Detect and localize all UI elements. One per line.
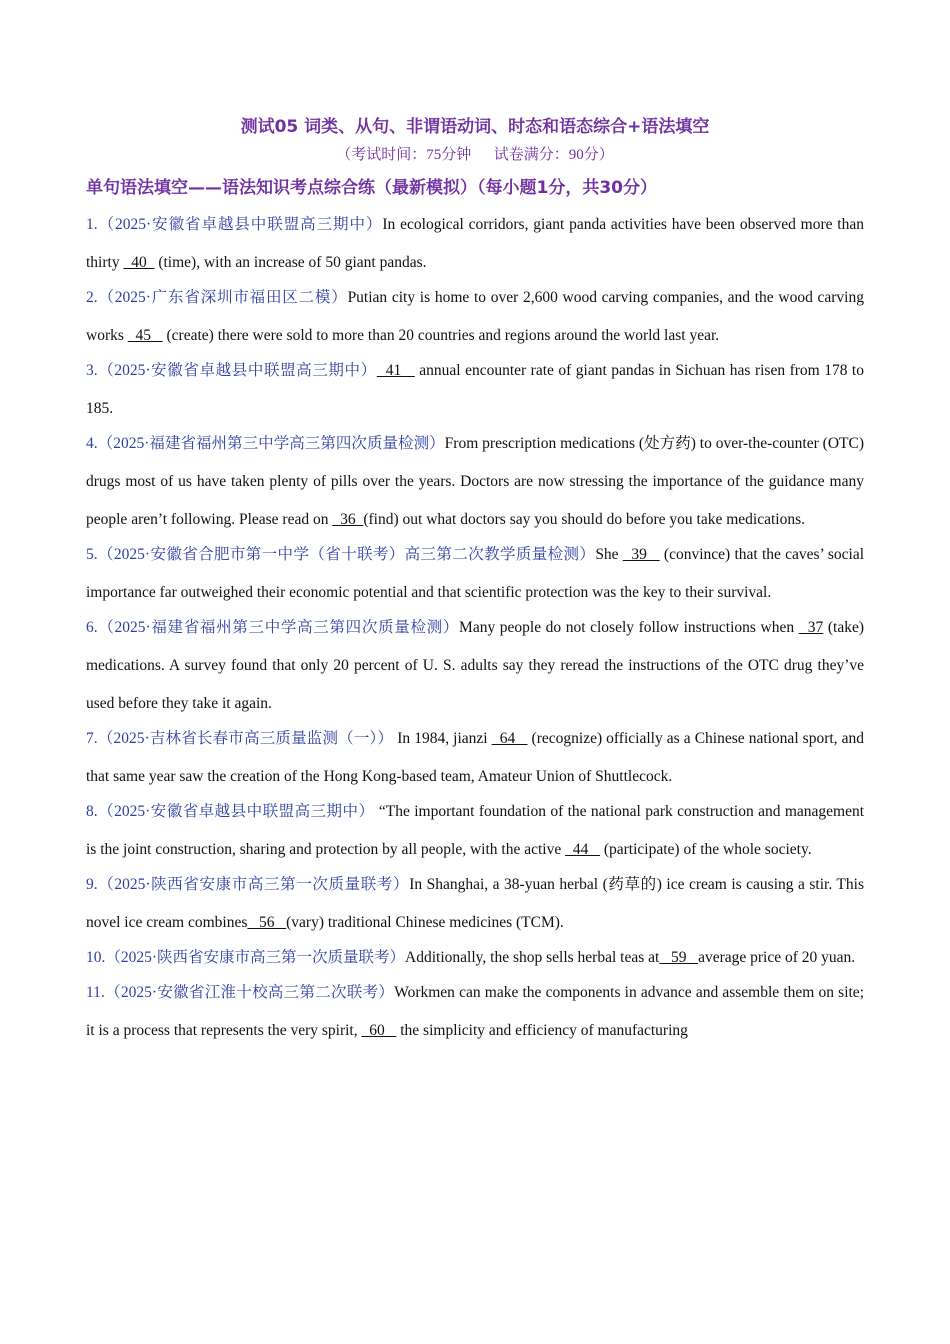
question-item: [86, 974, 864, 1050]
answer-blank: 56: [247, 914, 287, 931]
question-source: 10.（2025·陕西省安康市高三第一次质量联考）: [86, 949, 406, 966]
answer-blank: 36: [332, 511, 364, 528]
question-item: [86, 720, 864, 796]
question-source: 6.（2025·福建省福州第三中学高三第四次质量检测）: [86, 619, 460, 636]
question-text: “The important foundation of the national park construction and management is the joint construction, sharing and protection by all people, with the active: [86, 803, 865, 858]
question-item: [86, 425, 864, 539]
answer-blank: 59: [659, 949, 699, 966]
question-item: [86, 939, 864, 977]
question-source: 7.（2025·吉林省长春市高三质量监测（一））: [86, 730, 394, 747]
question-source: 2.（2025·广东省深圳市福田区二模）: [86, 289, 348, 306]
question-source: 9.（2025·陕西省安康市高三第一次质量联考）: [86, 876, 410, 893]
question-text: (convince) that the caves’ social importance far outweighed their economic potential and that scientific protection was the key to their survival.: [86, 546, 865, 601]
answer-blank: 40: [123, 254, 155, 271]
question-source: 1.（2025·安徽省卓越县中联盟高三期中）: [86, 216, 383, 233]
question-text: (time), with an increase of 50 giant pandas.: [154, 254, 427, 271]
question-item: [86, 866, 864, 942]
question-text: She: [595, 546, 623, 563]
question-text: (recognize) officially as a Chinese national sport, and that same year saw the creation of the Hong Kong-based team, Amateur Union of Shuttlecock.: [86, 730, 865, 785]
answer-blank: 45: [127, 327, 163, 344]
question-text: (find) out what doctors say you should do before you take medications.: [363, 511, 805, 528]
question-item: [86, 206, 864, 282]
question-item: [86, 279, 864, 355]
question-text: Workmen can make the components in advance and assemble them on site; it is a process that represents the very spirit,: [86, 984, 864, 1039]
question-source: 5.（2025·安徽省合肥市第一中学（省十联考）高三第二次教学质量检测）: [86, 546, 596, 563]
question-source: 11.（2025·安徽省江淮十校高三第二次联考）: [86, 984, 395, 1001]
question-item: [86, 793, 864, 869]
question-item: [86, 609, 864, 723]
question-text: average price of 20 yuan.: [698, 949, 856, 966]
question-text: Putian city is home to over 2,600 wood carving companies, and the wood carving works: [86, 289, 864, 344]
question-text: Many people do not closely follow instructions when: [459, 619, 799, 636]
question-text: (participate) of the whole society.: [599, 841, 812, 858]
answer-blank: 39: [622, 546, 660, 563]
question-text: annual encounter rate of giant pandas in Sichuan has risen from 178 to 185.: [86, 362, 864, 417]
document-title: 测试05 词类、从句、非谓语动词、时态和语态综合+语法填空: [240, 117, 710, 137]
answer-blank: 41: [376, 362, 415, 379]
question-text: (vary) traditional Chinese medicines (TCM).: [286, 914, 564, 931]
question-text: Additionally, the shop sells herbal teas at: [405, 949, 660, 966]
document-page: [86, 112, 864, 1047]
answer-blank: 60: [361, 1022, 397, 1039]
question-item: [86, 352, 864, 428]
question-source: 8.（2025·安徽省卓越县中联盟高三期中）: [86, 803, 375, 820]
question-text: In Shanghai, a 38-yuan herbal (药草的) ice cream is causing a stir. This novel ice cream combines: [86, 876, 864, 931]
question-source: 4.（2025·福建省福州第三中学高三第四次质量检测）: [86, 435, 445, 452]
question-source: 3.（2025·安徽省卓越县中联盟高三期中）: [86, 362, 377, 379]
question-list: [86, 206, 864, 1050]
question-text: From prescription medications (处方药) to over-the-counter (OTC) drugs most of us have taken plenty of pills over the years. Doctors are now stressing the importance of the guidance many people aren’t following. Please read on: [86, 435, 864, 528]
question-text: (create) there were sold to more than 20 countries and regions around the world last year.: [162, 327, 720, 344]
answer-blank: 64: [491, 730, 528, 747]
exam-info: （考试时间：75分钟 试卷满分：90分）: [336, 147, 614, 163]
question-text: In 1984, jianzi: [393, 730, 492, 747]
answer-blank: 37: [798, 619, 824, 636]
section-heading: 单句语法填空——语法知识考点综合练（最新模拟）（每小题1分，共30分）: [86, 178, 657, 198]
question-text: the simplicity and efficiency of manufacturing: [396, 1022, 688, 1039]
question-text: In ecological corridors, giant panda activities have been observed more than thirty: [86, 216, 864, 271]
question-item: [86, 536, 864, 612]
question-text: (take) medications. A survey found that only 20 percent of U. S. adults say they reread the instructions of the OTC drug they’ve used before they take it again.: [86, 619, 865, 712]
answer-blank: 44: [565, 841, 600, 858]
